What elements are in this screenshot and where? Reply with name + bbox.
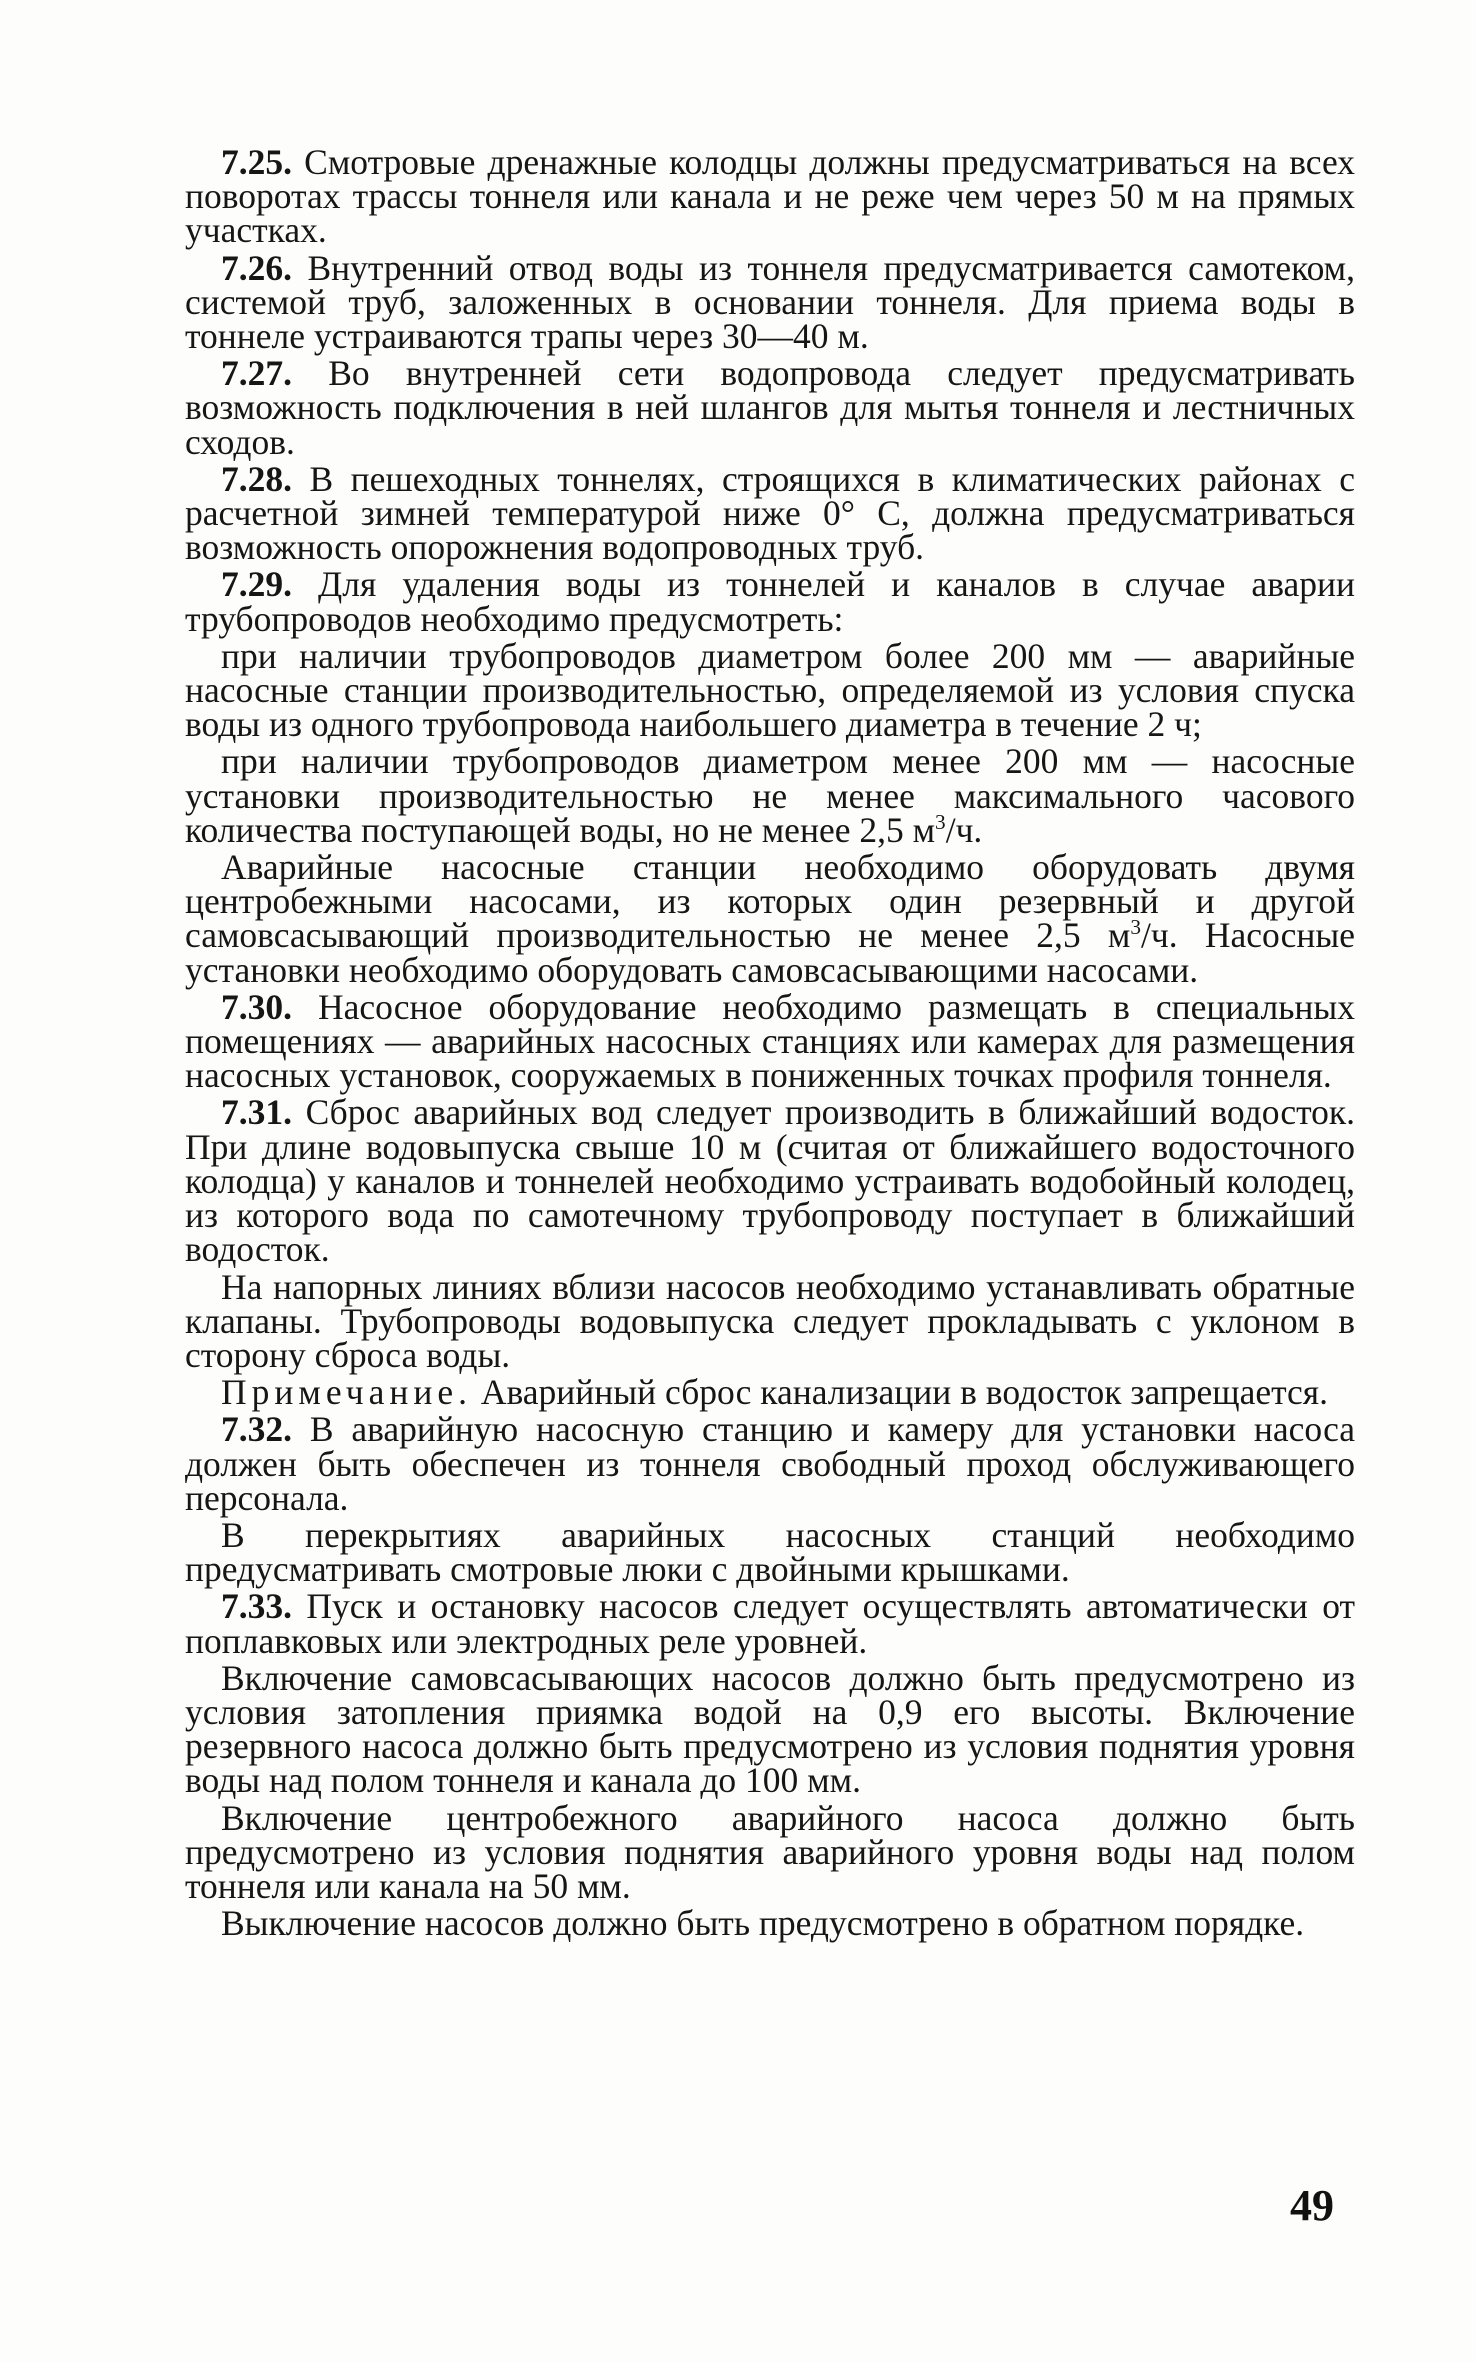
paragraph-text: В аварийную насосную станцию и камеру для установки насоса должен быть обеспечен из тоннеля свободный проход обслуживающего персонала.	[185, 1409, 1356, 1518]
paragraph-7-33-self-priming	[185, 1657, 1355, 1801]
paragraph-7-26	[185, 247, 1356, 357]
paragraph-7-29-pumps	[185, 847, 1355, 990]
paragraph-7-29	[185, 564, 1355, 639]
page-number: 49	[1290, 2181, 1334, 2230]
paragraph-text: при наличии трубопроводов диаметром более 200 мм — аварийные насосные станции производительностью, определяемой из условия спуска воды из одного трубопровода наибольшего диаметра в течение 2 ч;	[185, 635, 1355, 745]
clause-number: 7.32.	[221, 1409, 292, 1450]
clause-number: 7.28.	[221, 458, 292, 499]
paragraph-7-32	[185, 1409, 1356, 1518]
paragraph-text: Включение центробежного аварийного насоса должно быть предусмотрено из условия поднятия аварийного уровня воды над полом тоннеля или канала на 50 мм.	[185, 1797, 1355, 1906]
clause-number: 7.26.	[221, 247, 292, 288]
paragraph-7-27	[185, 353, 1356, 462]
paragraph-text: В пешеходных тоннелях, строящихся в климатических районах с расчетной зимней температурой ниже 0° С, должна предусматриваться возможность опорожнения водопроводных труб.	[185, 458, 1355, 568]
clause-number: 7.33.	[221, 1586, 292, 1627]
superscript: 3	[1130, 915, 1141, 940]
note-label: Примечание.	[221, 1372, 472, 1413]
paragraph-text: Выключение насосов должно быть предусмотрено в обратном порядке.	[221, 1903, 1305, 1944]
paragraph-note	[185, 1372, 1355, 1413]
paragraph-text: Внутренний отвод воды из тоннеля предусматривается самотеком, системой труб, заложенных в основании тоннеля. Для приема воды в тоннеле устраиваются трапы через 30—40 м.	[185, 247, 1356, 357]
paragraph-7-28	[185, 458, 1355, 568]
paragraph-7-32-hatches	[185, 1514, 1355, 1590]
paragraph-text-tail: /ч. Насосные установки необходимо оборудовать самовсасывающими насосами.	[185, 915, 1355, 990]
paragraph-text: Пуск и остановку насосов следует осуществлять автоматически от поплавковых или электродных реле уровней.	[185, 1586, 1356, 1661]
paragraph-text: Включение самовсасывающих насосов должно быть предусмотрено из условия затопления приямка водой на 0,9 его высоты. Включение резервного насоса должно быть предусмотрено из условия поднятия уровня воды над полом тоннеля и канала до 100 мм.	[185, 1657, 1355, 1801]
clause-number: 7.27.	[221, 353, 292, 394]
paragraph-7-33	[185, 1586, 1356, 1661]
paragraph-text: Во внутренней сети водопровода следует предусматривать возможность подключения в ней шлангов для мытья тоннеля и лестничных сходов.	[185, 353, 1356, 462]
paragraph-text: Насосное оборудование необходимо размещать в специальных помещениях — аварийных насосных станциях или камерах для размещения насосных установок, сооружаемых в пониженных точках профиля тоннеля.	[185, 986, 1355, 1096]
paragraph-7-25	[185, 142, 1355, 251]
superscript: 3	[935, 810, 946, 835]
paragraph-7-30	[185, 986, 1355, 1096]
clause-number: 7.30.	[221, 986, 292, 1027]
paragraph-text: В перекрытиях аварийных насосных станций необходимо предусматривать смотровые люки с двойными крышками.	[185, 1514, 1355, 1590]
paragraph-7-29-item-2	[185, 741, 1355, 850]
document-body	[185, 142, 1356, 1944]
clause-number: 7.25.	[221, 142, 292, 182]
paragraph-text-tail: /ч.	[945, 809, 983, 850]
paragraph-7-33-shutdown	[185, 1903, 1355, 1944]
paragraph-7-29-item-1	[185, 635, 1355, 745]
paragraph-7-33-centrifugal	[185, 1797, 1355, 1906]
paragraph-text: при наличии трубопроводов диаметром менее 200 мм — насосные установки производительностью не менее максимального часового количества поступающей воды, но не менее 2,5 м	[185, 741, 1355, 850]
paragraph-text: Аварийные насосные станции необходимо оборудовать двумя центробежными насосами, из которых один резервный и другой самовсасывающий производительностью не менее 2,5 м	[185, 847, 1355, 956]
clause-number: 7.29.	[221, 564, 292, 605]
paragraph-text: Для удаления воды из тоннелей и каналов в случае аварии трубопроводов необходимо предусмотреть:	[185, 564, 1355, 639]
paragraph-text: Аварийный сброс канализации в водосток запрещается.	[471, 1372, 1328, 1413]
paragraph-7-31	[185, 1092, 1355, 1270]
paragraph-text: Сброс аварийных вод следует производить в ближайший водосток. При длине водовыпуска свыше 10 м (считая от ближайшего водосточного колодца) у каналов и тоннелей необходимо устраивать водобойный колодец, из которого вода по самотечному трубопроводу поступает в ближайший водосток.	[185, 1092, 1355, 1270]
paragraph-text: Смотровые дренажные колодцы должны предусматриваться на всех поворотах трассы тоннеля или канала и не реже чем через 50 м на прямых участках.	[185, 142, 1355, 251]
paragraph-text: На напорных линиях вблизи насосов необходимо устанавливать обратные клапаны. Трубопроводы водовыпуска следует прокладывать с уклоном в сторону сброса воды.	[185, 1266, 1355, 1375]
paragraph-7-31-valves	[185, 1266, 1355, 1375]
clause-number: 7.31.	[221, 1092, 292, 1133]
